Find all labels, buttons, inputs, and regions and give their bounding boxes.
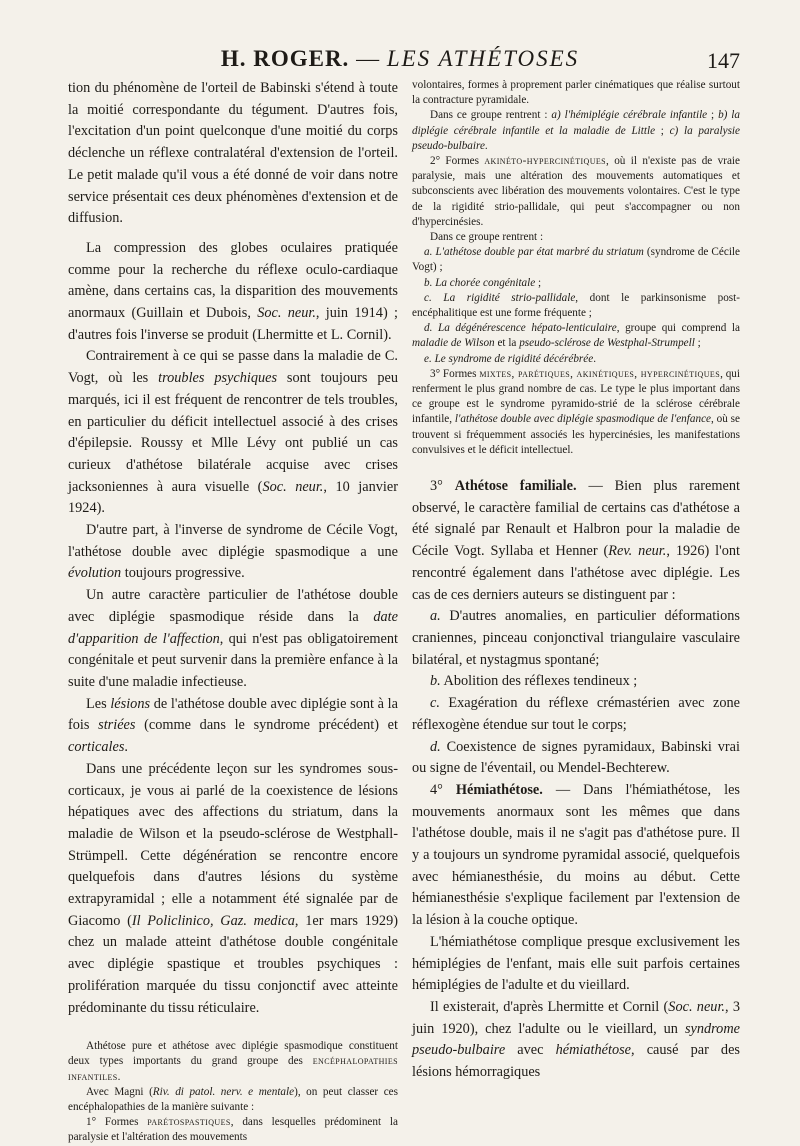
section-heading: Athétose familiale.: [454, 478, 577, 495]
list-item: e. Le syndrome de rigidité décérébrée.: [424, 352, 597, 365]
paragraph: tion du phénomène de l'orteil de Babinski s'étend à toute la moitié correspondante du tégument. D'autres fois, l'excitation d'un point quelconque d'une moitié du corps déclenche un réflexe contralatéral d'extension de l'orteil. Le petit malade qu'il vous a été donné de voir dans notre service présentait ces deux phénomènes d'extension et de diffusion.: [68, 80, 398, 227]
small-paragraph: Dans ce groupe rentrent :: [430, 231, 544, 244]
list-item: d. Coexistence de signes pyramidaux, Babinski vrai ou signe de l'éventail, ou Mendel-Bechterew.: [412, 738, 740, 777]
section-heading: Hémiathétose.: [455, 781, 543, 798]
running-header: [60, 46, 740, 76]
right-column: [412, 78, 740, 1084]
paragraph: Les lésions de l'athétose double avec diplégie sont à la fois striées (comme dans le syndrome précédent) et corticales.: [68, 695, 399, 756]
small-paragraph: Athétose pure et athétose avec diplégie spasmodique constituent deux types importants du grand groupe des encéphalopathies infantiles.: [68, 1040, 398, 1083]
header-title: LES ATHÉTOSES: [386, 46, 580, 71]
list-item: c. La rigidité strio-pallidale, dont le parkinsonisme post-encéphalitique est une forme fréquente ;: [412, 291, 740, 320]
paragraph: La compression des globes oculaires pratiquée comme pour la recherche du réflexe oculo-cardiaque amène, dans certains cas, la disparition des mouvements anormaux (Guillain et Dubois, Soc. neur., juin 1914) ; d'autres fois l'inverse se produit (Lhermitte et L. Cornil).: [68, 239, 398, 343]
small-print-block: [68, 1039, 398, 1145]
paragraph: 4° Hémiathétose. — Dans l'hémiathétose, les mouvements anormaux sont les mêmes que dans l'athétose double, mais il ne s'agit pas d'athétose pure. Il y a toujours un syndrome pyramidal associé, quelquefois avec hémianesthésie, du moins au début. Cette hémianesthésie s'explique facilement par l'extension de la lésion à la couche optique.: [412, 781, 740, 929]
left-column: [68, 78, 398, 1146]
small-paragraph: Avec Magni (Riv. di patol. nerv. e mentale), on peut classer ces encéphalopathies de la manière suivante :: [68, 1085, 398, 1114]
header-author: H. ROGER.: [220, 46, 350, 71]
paragraph: Contrairement à ce qui se passe dans la maladie de C. Vogt, où les troubles psychiques sont toujours peu marqués, ici il est fréquent de rencontrer de tels troubles, en particulier du déficit intellectuel associé à des crises d'épilepsie. Roussy et Mlle Lévy ont publié un cas curieux d'athétose bilatérale acquise avec crises jacksoniennes à aura visuelle (Soc. neur., 10 janvier 1924).: [68, 348, 399, 517]
list-item: b. Abolition des réflexes tendineux ;: [430, 673, 638, 690]
small-paragraph: Dans ce groupe rentrent : a) l'hémiplégie cérébrale infantile ; b) la diplégie cérébrale infantile et la maladie de Little ; c) la paralysie pseudo-bulbaire.: [412, 109, 741, 152]
paragraph: Il existerait, d'après Lhermitte et Cornil (Soc. neur., 3 juin 1920), chez l'adulte ou le vieillard, un syndrome pseudo-bulbaire avec hémiathétose, causé par des lésions hémorragiques: [412, 998, 741, 1081]
paragraph: D'autre part, à l'inverse de syndrome de Cécile Vogt, l'athétose double avec diplégie spasmodique a une évolution toujours progressive.: [68, 522, 398, 582]
list-item: a. D'autres anomalies, en particulier déformations craniennes, pinceau conjonctival triangulaire vasculaire bilatéral, et nystagmus spontané;: [412, 608, 740, 668]
list-item: c. Exagération du réflexe crémastérien avec zone réflexogène étendue sur tout le corps;: [412, 695, 740, 733]
running-title: [60, 46, 740, 72]
paragraph: Un autre caractère particulier de l'athétose double avec diplégie spasmodique réside dans la date d'apparition de l'affection, qui n'est pas obligatoirement congénitale et peut survenir dans la première enfance à la suite d'une maladie infectieuse.: [68, 587, 399, 690]
small-print-block: [412, 78, 740, 458]
paragraph: L'hémiathétose complique presque exclusivement les hémiplégies de l'enfant, mais elle suit parfois certaines hémiplégies de l'adulte et du vieillard.: [412, 933, 740, 994]
list-item: a. L'athétose double par état marbré du striatum (syndrome de Cécile Vogt) ;: [412, 246, 741, 274]
small-paragraph: volontaires, formes à proprement parler cinématiques que réalise surtout la contracture pyramidale.: [412, 79, 740, 107]
list-item: b. La chorée congénitale ;: [424, 276, 542, 289]
small-paragraph: 2° Formes akinéto-hypercinétiques, où il n'existe pas de vraie paralysie, mais une altération des mouvements automatiques et subconscients avec libération des mouvements volontaires. C'est le type de la rigidité strio-pallidale, qui peut s'accompagner ou non d'hypercinésies.: [412, 155, 740, 228]
header-dash: —: [356, 46, 381, 71]
small-paragraph: 3° Formes mixtes, parétiques, akinétiques, hypercinétiques, qui renferment le plus grand nombre de cas. Le type le plus important dans ce groupe est le syndrome pyramido-strié de la sclérose cérébrale infantile, l'athétose double avec diplégie spasmodique de l'enfance, où se trouvent si fréquemment associés les hypercinésies, les manifestations convulsives et le déficit intellectuel.: [412, 367, 741, 456]
page-number: 147: [707, 48, 740, 73]
main-text-block: [412, 476, 740, 1084]
small-paragraph: 1° Formes parétospastiques, dans lesquelles prédominent la paralysie et l'altération des mouvements: [68, 1116, 398, 1144]
paragraph: 3° Athétose familiale. — Bien plus rarement observé, le caractère familial de certains cas d'athétose a été signalé par Renault et Halbron pour la maladie de Cécile Vogt. Syllaba et Henner (Rev. neur., 1926) l'ont rencontré également dans l'athétose avec diplégie. Les cas de ces derniers auteurs se distinguent par :: [412, 478, 740, 603]
paragraph: Dans une précédente leçon sur les syndromes sous-corticaux, je vous ai parlé de la coexistence de lésions hépatiques avec des affections du striatum, dans la maladie de Wilson et la pseudo-sclérose de Westphall-Strümpell. Cette dégénération se rencontre encore quelquefois dans d'autres lésions du système extrapyramidal ; elle a notamment été signalée par de Giacomo (Il Policlinico, Gaz. medica, 1er mars 1929) chez un malade atteint d'athétose double congénitale avec diplégie spastique et troubles psychiques : prolifération marquée du tissu conjonctif avec atteinte prédominante du tissu réticulaire.: [68, 760, 398, 1016]
list-item: d. La dégénérescence hépato-lenticulaire, groupe qui comprend la maladie de Wilson et la pseudo-sclérose de Westphal-Strumpell ;: [412, 322, 740, 350]
